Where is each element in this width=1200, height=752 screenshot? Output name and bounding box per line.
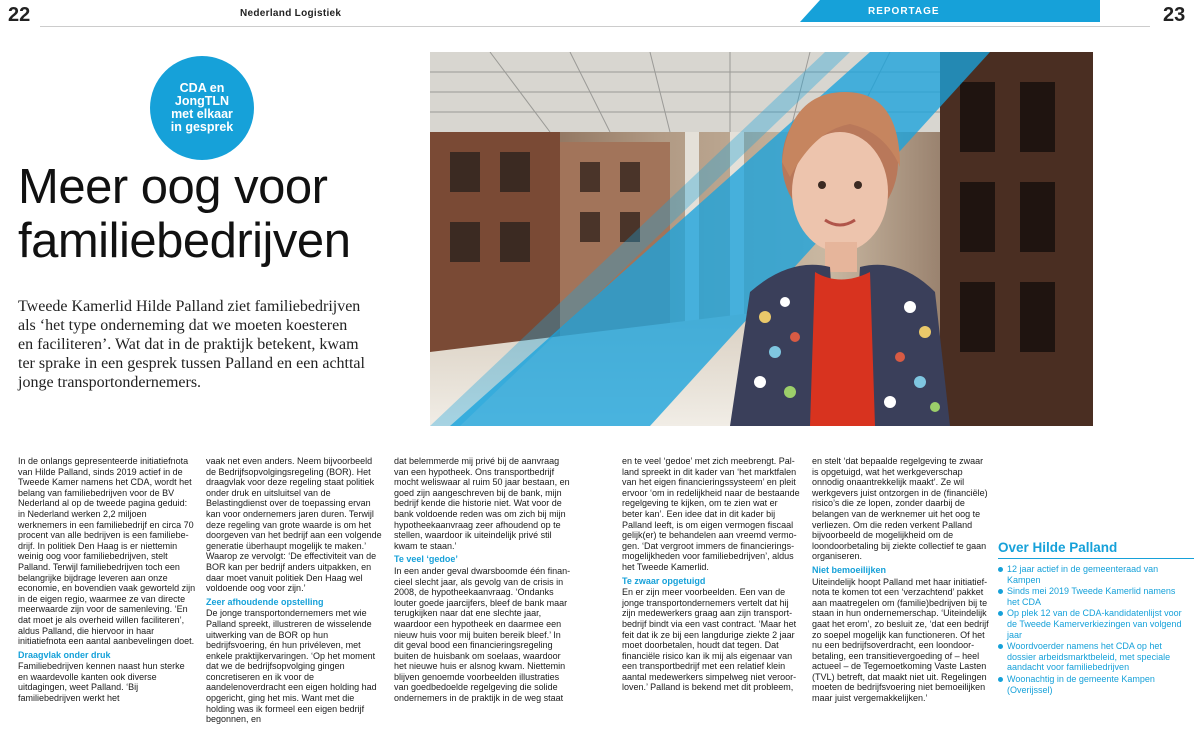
body-paragraph: en stelt ‘dat bepaalde regelgeving te zwaar is opgetuigd, wat het werkgeverschap onnodig onaantrekkelijk maakt’. Ze wil werkgevers juist ontzorgen in de (financiële) risico’s die ze lopen, zonder daarbij de belangen van de werknemer uit het oog te verliezen. Om die reden verkent Palland bijvoorbeeld de mogelijkheid om de loondoorbetaling bij ziekte collectief te gaan organiseren. xyxy=(812,456,988,562)
body-paragraph: Familiebedrijven kennen naast hun sterke en waardevolle kanten ook diverse uitdagingen, weet Palland. ‘Bij familiebedrijven werkt het xyxy=(18,661,185,704)
portrait-photo xyxy=(430,52,1093,426)
section-band xyxy=(780,0,1100,30)
photo-illustration xyxy=(430,52,1093,426)
headline-line-1: Meer oog voor xyxy=(18,160,328,214)
sidebar-list xyxy=(998,564,1188,695)
subheading: Draagvlak onder druk xyxy=(18,649,111,660)
subheading: Te zwaar opgetuigd xyxy=(622,575,706,586)
sidebar-rule xyxy=(998,558,1194,559)
sidebar-item: Woordvoerder namens het CDA op het dossier arbeidsmarktbeleid, met speciale aandacht voor familiebedrijven xyxy=(998,641,1188,673)
badge-line: JongTLN xyxy=(174,94,230,108)
lead-line: als ‘het type onderneming dat we moeten koesteren xyxy=(18,317,348,334)
badge-line: CDA en xyxy=(179,81,225,95)
body-paragraph: In de onlangs gepresenteerde initiatiefnota van Hilde Palland, sinds 2019 actief in de Tweede Kamer namens het CDA, wordt het belang van familiebedrijven voor de BV Nederland al op de tweede pagina geduid: in Nederland werken 2,2 miljoen werknemers in een familiebedrijf en circa 70 procent van alle bedrijven is een familiebedrijf. In politiek Den Haag is er niettemin weinig oog voor familiebedrijven, stelt Palland. Terwijl familiebedrijven toch een belangrijke bijdrage leveren aan onze economie, en bovendien vaak geworteld zijn in de eigen regio, waarmee ze van directe meerwaarde zijn voor de samenleving. ‘En dat moet je als overheid willen faciliteren’, aldus Palland, die hiervoor in haar initiatiefnota een aantal aanbevelingen doet. xyxy=(18,456,196,647)
lead-line: ter sprake in een gesprek tussen Palland en een achttal xyxy=(18,355,365,372)
lead-line: jonge transportondernemers. xyxy=(18,374,202,391)
lead-paragraph xyxy=(18,297,428,392)
subheading: Te veel ‘gedoe’ xyxy=(394,554,458,565)
body-paragraph: en te veel ‘gedoe’ met zich meebrengt. Palland spreekt in dit kader van ‘het marktfalen van het eigen financieringssysteem’ en pleit ervoor ‘om in redelijkheid naar de bestaande regelgeving te kijken, om te zien wat er beter kan’. Een idee dat in dit kader bij Palland leeft, is om eigen vermogen fiscaal gelijk(er) te behandelen aan vreemd vermogen. ‘Dat vergroot immers de financieringsmogelijkheden voor familiebedrijven’, aldus het Tweede Kamerlid. xyxy=(622,456,800,572)
page-number-right: 23 xyxy=(1163,4,1186,26)
sidebar-item: Sinds mei 2019 Tweede Kamerlid namens het CDA xyxy=(998,586,1188,607)
magazine-name: Nederland Logistiek xyxy=(240,8,342,19)
sidebar-item: Woonachtig in de gemeente Kampen (Overijssel) xyxy=(998,674,1188,695)
body-paragraph: vaak net even anders. Neem bijvoorbeeld de Bedrijfsopvolgingsregeling (BOR). Het draagvlak voor deze regeling staat politiek onder druk en uitsluitsel van de Belastingdienst over de toepassing ervan kan voor ondernemers jaren duren. Terwijl deze regeling van grote waarde is om het doorgeven van het bedrijf aan een volgende generatie überhaupt mogelijk te maken.’ Waarop ze vervolgt: ‘De effectiviteit van de BOR kan per bedrijf anders uitpakken, en daar moet vanuit politiek Den Haag wel voldoende oog voor zijn.’ xyxy=(206,456,382,594)
lead-line: en faciliteren’. Wat dat in de praktijk betekent, kwam xyxy=(18,336,359,353)
body-paragraph: En er zijn meer voorbeelden. Een van de jonge transportondernemers vertelt dat hij zijn medewerkers graag aan zijn transportbedrijf bindt via een vast contract. ‘Maar het feit dat ik ze bij een langdurige ziekte 2 jaar moet doorbetalen, houdt dat tegen. Dat financiële risico kan ik mij als eigenaar van een transportbedrijf met een relatief klein aantal medewerkers simpelweg niet veroorloven.’ Palland is bekend met dit probleem, xyxy=(622,587,797,693)
sidebar-item: Op plek 12 van de CDA-kandidatenlijst voor de Tweede Kamerverkiezingen van volgend jaar xyxy=(998,608,1188,640)
section-band-shape xyxy=(780,0,1100,30)
headline-line-2: familiebedrijven xyxy=(18,214,351,268)
badge-line: met elkaar xyxy=(171,107,233,121)
badge-line: in gesprek xyxy=(170,120,234,134)
body-paragraph: De jonge transportondernemers met wie Palland spreekt, illustreren de wisselende uitwerking van de BOR op hun bedrijfsvoering, én hun privéleven, met enkele praktijkervaringen. ‘Op het moment dat we de bedrijfsopvolging gingen concretiseren en ik voor de aandelenoverdracht een eigen holding had opgericht, ging het mis. Want met die holding was ik formeel een eigen bedrijf begonnen, en xyxy=(206,608,377,725)
body-column-3 xyxy=(394,456,572,704)
section-label: REPORTAGE xyxy=(868,6,940,17)
body-column-1 xyxy=(18,456,196,704)
sidebar-box xyxy=(998,540,1194,696)
body-paragraph: In een ander geval dwarsboomde één financieel slecht jaar, als gevolg van de crisis in 2008, de hypotheekaanvraag. ‘Ondanks louter goede jaarcijfers, bleef de bank maar terugkijken naar dat ene slechte jaar, waardoor een hypotheek en daarmee een nieuw huis voor mij buiten bereik bleef.’ In dit geval bood een financieringsregeling buiten de huisbank om soelaas, waardoor het nieuwe huis er alsnog kwam. Niettemin blijven genoemde voorbeelden illustraties van goedbedoelde regelgeving die solide ondernemers in de praktijk in de weg staat xyxy=(394,565,571,704)
page-number-left: 22 xyxy=(8,4,31,26)
subheading: Zeer afhoudende opstelling xyxy=(206,596,324,607)
sidebar-item: 12 jaar actief in de gemeenteraad van Kampen xyxy=(998,564,1188,585)
lead-line: Tweede Kamerlid Hilde Palland ziet familiebedrijven xyxy=(18,298,361,315)
body-column-5 xyxy=(812,456,990,704)
body-column-2 xyxy=(206,456,384,725)
body-column-4 xyxy=(622,456,800,693)
body-paragraph: dat belemmerde mij privé bij de aanvraag van een hypotheek. Ons transportbedrijf mocht weliswaar al ruim 50 jaar bestaan, en goed zijn aangeschreven bij de bank, mijn bedrijf kende die historie niet. Wat voor de bank voldoende reden was om zich bij mijn hypotheekaanvraag zeer afhoudend op te stellen, waardoor ik uiteindelijk privé stil kwam te staan.’ xyxy=(394,456,570,551)
body-paragraph: Uiteindelijk hoopt Palland met haar initiatiefnota te komen tot een ‘verzachtend’ pakket aan maatregelen om (familie)bedrijven bij te staan in hun ondernemerschap. ‘Uiteindelijk gaat het erom’, zo besluit ze, ‘dat een bedrijf zo soepel mogelijk kan functioneren. Of het nu een bedrijfsoverdracht, een loondoorbetaling, een transitievergoeding of – heel actueel – de Tegemoetkoming Vaste Lasten (TVL) betreft, dat maakt niet uit. Regelingen moeten de bedrijfsvoering niet bemoeilijken maar juist vergemakkelijken.’ xyxy=(812,576,989,704)
sidebar-title: Over Hilde Palland xyxy=(998,540,1118,555)
topic-badge xyxy=(150,56,254,160)
headline xyxy=(18,160,428,268)
subheading: Niet bemoeilijken xyxy=(812,564,887,575)
